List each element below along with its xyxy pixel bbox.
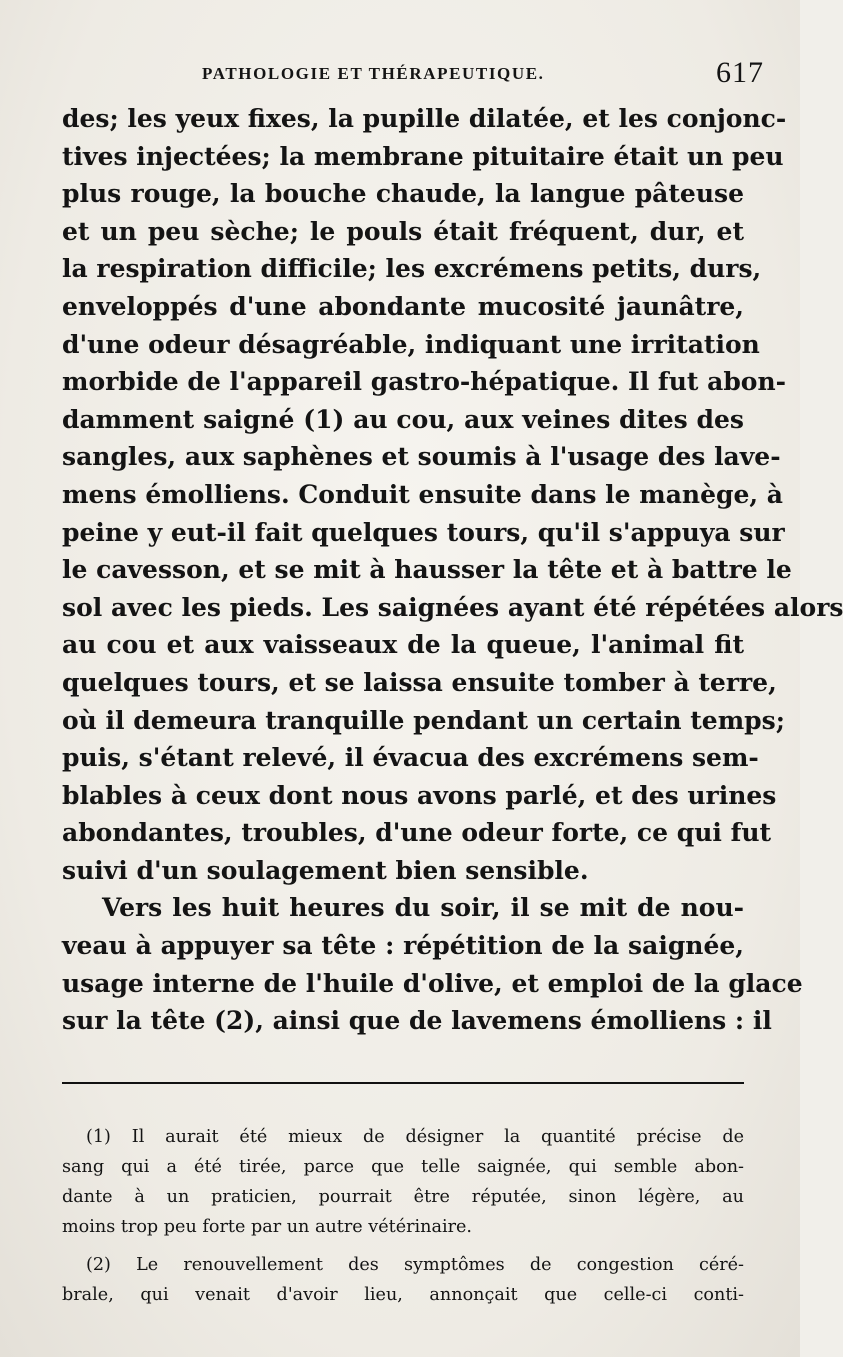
text-line: d'une odeur désagréable, indiquant une irritation bbox=[62, 329, 760, 359]
text-line: peine y eut-il fait quelques tours, qu'il s'appuya sur bbox=[62, 517, 785, 547]
text-line: puis, s'étant relevé, il évacua des excrémens sem- bbox=[62, 743, 759, 773]
text-line: des; les yeux fixes, la pupille dilatée, et les conjonc- bbox=[62, 104, 787, 133]
footnote-2 bbox=[62, 1250, 744, 1310]
text-line: sur la tête (2), ainsi que de lavemens émolliens : il bbox=[62, 1006, 772, 1036]
text-line: sangles, aux saphènes et soumis à l'usage des lave- bbox=[62, 442, 781, 472]
running-head bbox=[60, 56, 764, 90]
text-line: sol avec les pieds. Les saignées ayant été répétées alors bbox=[62, 592, 843, 622]
running-title: PATHOLOGIE ET THÉRAPEUTIQUE. bbox=[202, 64, 545, 83]
footnote-1 bbox=[62, 1122, 744, 1242]
text-line: et un peu sèche; le pouls était fréquent, dur, et bbox=[62, 216, 744, 246]
footnote-line: (1) Il aurait été mieux de désigner la quantité précise de bbox=[86, 1127, 744, 1147]
text-line: au cou et aux vaisseaux de la queue, l'animal fit bbox=[62, 630, 744, 660]
footnote-divider bbox=[62, 1082, 744, 1084]
footnote-line: (2) Le renouvellement des symptômes de congestion céré- bbox=[86, 1255, 744, 1275]
text-line: le cavesson, et se mit à hausser la tête et à battre le bbox=[62, 555, 792, 585]
text-line: mens émolliens. Conduit ensuite dans le manège, à bbox=[62, 479, 784, 509]
text-line: Vers les huit heures du soir, il se mit de nou- bbox=[102, 893, 744, 923]
footnote-line: dante à un praticien, pourrait être réputée, sinon légère, au bbox=[62, 1187, 744, 1207]
text-line: la respiration difficile; les excrémens petits, durs, bbox=[62, 254, 762, 284]
text-line: enveloppés d'une abondante mucosité jaunâtre, bbox=[62, 291, 744, 321]
text-line: plus rouge, la bouche chaude, la langue pâteuse bbox=[62, 179, 744, 209]
page-number: 617 bbox=[716, 56, 764, 89]
footnote-line: moins trop peu forte par un autre vétérinaire. bbox=[62, 1217, 473, 1237]
text-line: où il demeura tranquille pendant un certain temps; bbox=[62, 705, 785, 735]
text-line: usage interne de l'huile d'olive, et emploi de la glace bbox=[62, 968, 803, 998]
body-text bbox=[62, 100, 843, 1040]
footnote-line: sang qui a été tirée, parce que telle saignée, qui semble abon- bbox=[62, 1157, 744, 1177]
text-line: blables à ceux dont nous avons parlé, et des urines bbox=[62, 780, 777, 810]
text-line: veau à appuyer sa tête : répétition de la saignée, bbox=[62, 931, 744, 961]
text-line: quelques tours, et se laissa ensuite tomber à terre, bbox=[62, 667, 777, 697]
text-line: abondantes, troubles, d'une odeur forte, ce qui fut bbox=[62, 818, 772, 848]
text-line: tives injectées; la membrane pituitaire était un peu bbox=[62, 141, 784, 171]
text-line: morbide de l'appareil gastro-hépatique. Il fut abon- bbox=[62, 367, 787, 397]
footnote-line: brale, qui venait d'avoir lieu, annonçait que celle-ci conti- bbox=[62, 1285, 744, 1305]
footnotes bbox=[62, 1122, 744, 1310]
text-line: damment saigné (1) au cou, aux veines dites des bbox=[62, 404, 744, 434]
text-line: suivi d'un soulagement bien sensible. bbox=[62, 855, 589, 885]
